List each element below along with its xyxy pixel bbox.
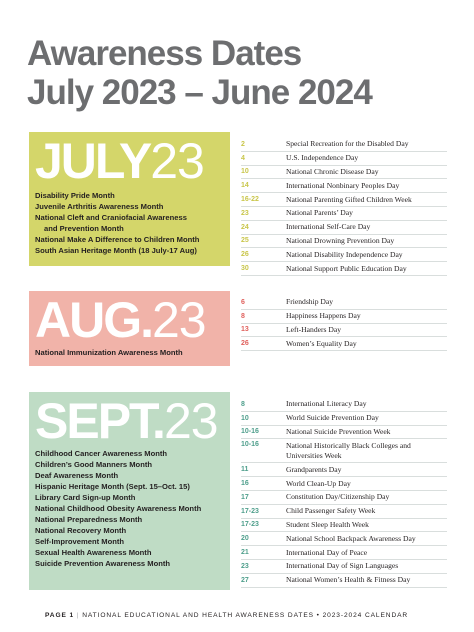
list-item [241, 439, 447, 463]
day-name: International Nonbinary Peoples Day [286, 180, 400, 190]
observance-item: National Cleft and Craniofacial Awareness [35, 213, 187, 222]
july-month-heading [35, 136, 224, 186]
list-item [241, 491, 447, 505]
title-line-1: Awareness Dates [27, 34, 302, 73]
month-year: 23 [152, 295, 206, 345]
day-name: Grandparents Day [286, 464, 342, 474]
september-month-panel [29, 392, 230, 590]
day-name: International Day of Peace [286, 547, 368, 557]
day-name: National Parents’ Day [286, 208, 353, 218]
day-name: Constitution Day/Citizenship Day [286, 492, 390, 502]
list-item [241, 262, 447, 276]
footer-text: NATIONAL EDUCATIONAL AND HEALTH AWARENESS DATES [82, 612, 314, 619]
footer-separator: | [76, 612, 80, 619]
august-days-list [241, 296, 447, 351]
month-name: SEPT. [35, 396, 164, 446]
day-date: 26 [241, 251, 249, 259]
observance-item: National Preparedness Month [35, 515, 143, 524]
august-month-heading [35, 295, 224, 345]
september-month-heading [35, 396, 224, 446]
day-name: International Day of Sign Languages [286, 561, 399, 571]
observance-item: National Immunization Awareness Month [35, 348, 183, 357]
day-date: 4 [241, 154, 245, 162]
day-date: 25 [241, 237, 249, 245]
day-date: 10-16 [241, 428, 259, 436]
month-year: 23 [150, 136, 204, 186]
day-name: National Chronic Disease Day [286, 166, 379, 176]
observance-item: South Asian Heritage Month (18 July-17 Aug) [35, 246, 197, 255]
day-date: 11 [241, 466, 249, 474]
day-name: World Suicide Prevention Day [286, 413, 379, 423]
day-name: National Support Public Education Day [286, 263, 407, 273]
july-days-list [241, 138, 447, 276]
day-date: 20 [241, 535, 249, 543]
list-item [241, 324, 447, 338]
day-date: 26 [241, 340, 249, 348]
page-title [27, 34, 457, 112]
list-item [241, 179, 447, 193]
day-date: 13 [241, 326, 249, 334]
day-date: 2 [241, 140, 245, 148]
list-item [241, 412, 447, 426]
day-name: Special Recreation for the Disabled Day [286, 139, 409, 149]
list-item [241, 560, 447, 574]
august-month-panel [29, 291, 230, 366]
day-date: 17 [241, 493, 249, 501]
list-item [241, 337, 447, 351]
observance-item-continued: and Prevention Month [44, 224, 124, 233]
day-name: International Self-Care Day [286, 222, 371, 232]
observance-item: Suicide Prevention Awareness Month [35, 559, 171, 568]
list-item [241, 296, 447, 310]
day-date: 10-16 [241, 441, 259, 449]
list-item [241, 546, 447, 560]
day-date: 17-23 [241, 507, 259, 515]
day-name: National School Backpack Awareness Day [286, 533, 416, 543]
day-name: Friendship Day [286, 297, 334, 307]
day-date: 23 [241, 209, 249, 217]
day-date: 14 [241, 182, 249, 190]
list-item [241, 477, 447, 491]
list-item [241, 138, 447, 152]
observance-item: National Recovery Month [35, 526, 127, 535]
day-name: National Suicide Prevention Week [286, 426, 391, 436]
day-date: 16-22 [241, 196, 259, 204]
list-item [241, 207, 447, 221]
list-item [241, 574, 447, 588]
footer-calendar: 2023-2024 CALENDAR [322, 612, 409, 619]
observance-item: Hispanic Heritage Month (Sept. 15–Oct. 15) [35, 482, 190, 491]
day-name: Happiness Happens Day [286, 311, 361, 321]
september-days-list [241, 398, 447, 588]
list-item [241, 166, 447, 180]
day-name: National Women’s Health & Fitness Day [286, 575, 411, 585]
list-item [241, 505, 447, 519]
day-date: 10 [241, 414, 249, 422]
list-item [241, 248, 447, 262]
day-name: National Historically Black Colleges and Universities Week [286, 441, 411, 461]
day-name: National Parenting Gifted Children Week [286, 194, 412, 204]
observance-item: Self-Improvement Month [35, 537, 125, 546]
list-item [241, 532, 447, 546]
observance-item: Children’s Good Manners Month [35, 460, 152, 469]
day-date: 10 [241, 168, 249, 176]
month-year: 23 [163, 396, 218, 446]
day-date: 8 [241, 312, 245, 320]
day-name: Left-Handers Day [286, 324, 342, 334]
day-name: U.S. Independence Day [286, 153, 359, 163]
day-name: International Literacy Day [286, 399, 367, 409]
month-name: JULY [35, 136, 151, 186]
observance-item: Childhood Cancer Awareness Month [35, 449, 168, 458]
observance-item: National Make A Difference to Children Month [35, 235, 200, 244]
month-name: AUG. [35, 295, 152, 345]
day-date: 21 [241, 549, 249, 557]
observance-item: Disability Pride Month [35, 191, 115, 200]
day-date: 30 [241, 265, 249, 273]
list-item [241, 310, 447, 324]
day-date: 6 [241, 298, 245, 306]
day-name: National Drowning Prevention Day [286, 235, 395, 245]
day-name: Student Sleep Health Week [286, 519, 369, 529]
day-date: 23 [241, 562, 249, 570]
july-month-panel [29, 132, 230, 266]
list-item [241, 398, 447, 412]
day-name: National Disability Independence Day [286, 249, 403, 259]
day-date: 24 [241, 223, 249, 231]
list-item [241, 519, 447, 533]
day-date: 17-23 [241, 521, 259, 529]
list-item [241, 235, 447, 249]
observance-item: National Childhood Obesity Awareness Month [35, 504, 202, 513]
observance-item: Library Card Sign-up Month [35, 493, 136, 502]
list-item [241, 426, 447, 440]
observance-item: Deaf Awareness Month [35, 471, 119, 480]
day-date: 16 [241, 480, 249, 488]
list-item [241, 221, 447, 235]
day-name: Child Passenger Safety Week [286, 506, 376, 516]
footer-bullet: • [316, 612, 320, 619]
page-number: PAGE 1 [45, 612, 75, 619]
day-name: Women’s Equality Day [286, 338, 357, 348]
page-footer [45, 612, 465, 619]
observance-item: Sexual Health Awareness Month [35, 548, 152, 557]
list-item [241, 193, 447, 207]
list-item [241, 463, 447, 477]
day-date: 8 [241, 400, 245, 408]
list-item [241, 152, 447, 166]
day-date: 27 [241, 576, 249, 584]
day-name: World Clean-Up Day [286, 478, 351, 488]
observance-item: Juvenile Arthritis Awareness Month [35, 202, 164, 211]
title-line-2: July 2023 – June 2024 [27, 73, 372, 112]
